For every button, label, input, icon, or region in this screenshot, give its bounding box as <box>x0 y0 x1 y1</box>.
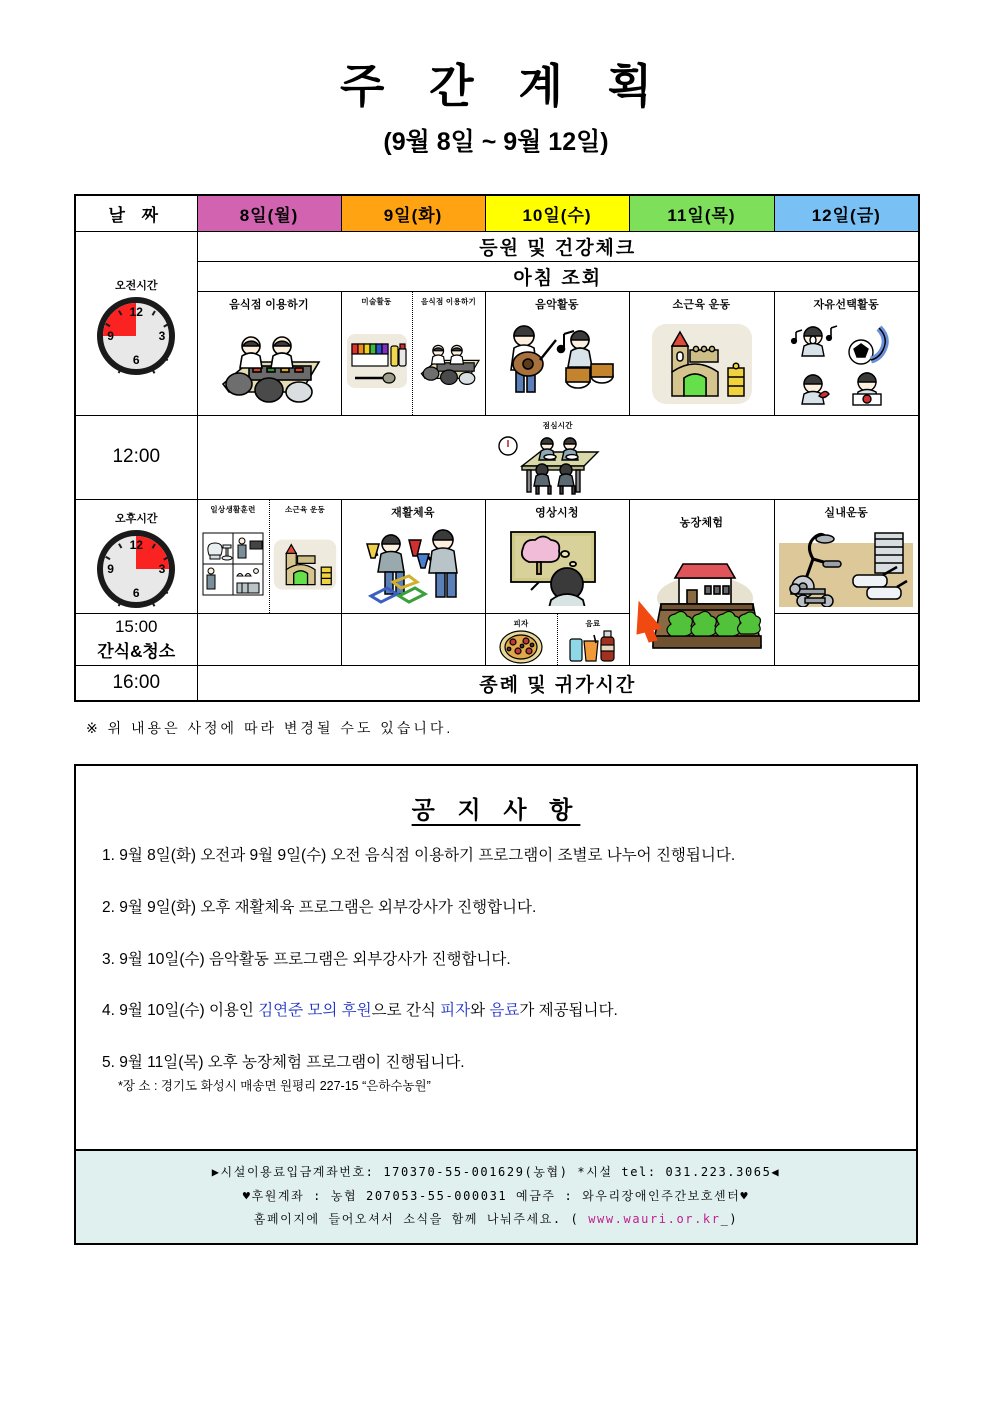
cell-fri-snack[interactable] <box>774 613 919 665</box>
notice-box <box>74 764 918 1245</box>
cell-mon-morning-label: 음식점 이용하기 <box>229 298 309 311</box>
cell-tue-morning-art-label: 미술활동 <box>361 296 392 306</box>
restaurant-icon <box>198 312 341 415</box>
notice-item-2: 2. 9월 9일(화) 오후 재활체육 프로그램은 외부강사가 진행합니다. <box>102 898 537 916</box>
cell-tue-snack[interactable] <box>341 613 485 665</box>
notice-body <box>76 831 916 1149</box>
header-day-fri: 12일(금) <box>774 195 919 231</box>
notice-title: 공 지 사 항 <box>411 797 581 825</box>
cell-fri-afternoon-label: 실내운동 <box>824 506 869 519</box>
cell-fri-morning-label: 자유선택활동 <box>813 298 880 311</box>
clock-afternoon-icon: 12 3 6 9 <box>97 530 175 608</box>
assembly-row <box>75 261 919 291</box>
notice-item-4-suffix: 가 제공됩니다. <box>519 1002 618 1020</box>
header-day-thu: 11일(목) <box>629 195 774 231</box>
lunch-row <box>75 415 919 499</box>
notice-item-5 <box>102 1052 890 1095</box>
closing-time-label: 16:00 <box>75 665 197 701</box>
cell-wed-snack[interactable] <box>485 613 629 665</box>
rehab-exercise-icon <box>342 520 485 613</box>
cell-wed-snack-pizza[interactable] <box>486 614 558 665</box>
restaurant-small-icon <box>413 307 485 415</box>
notice-item-4-drink: 음료 <box>489 1002 520 1020</box>
footer-website-suffix: _) <box>720 1212 739 1227</box>
snack-row <box>75 613 919 665</box>
cell-thu-afternoon-label: 농장체험 <box>679 516 724 529</box>
cell-mon-afternoon-fine-motor[interactable] <box>270 500 341 613</box>
cell-fri-afternoon[interactable] <box>774 499 919 613</box>
art-supplies-icon <box>342 307 412 415</box>
footer-website-line <box>76 1208 916 1231</box>
page-header <box>0 0 992 158</box>
disclaimer-text: ※ 위 내용은 사정에 따라 변경될 수도 있습니다. <box>86 720 454 737</box>
indoor-exercise-icon <box>775 520 919 613</box>
notice-item-4-prefix: 4. 9월 10일(수) 이용인 <box>102 1002 259 1020</box>
table-header-row <box>75 195 919 231</box>
cell-wed-afternoon-label: 영상시청 <box>535 506 579 519</box>
cell-tue-morning-restaurant-label: 음식점 이용하기 <box>420 296 477 306</box>
notice-item-4-sponsor: 김연준 모의 후원 <box>258 1002 372 1020</box>
footer-bank-line: ▶시설이용료입금계좌번호: 170370-55-001629(농협) *시설 tel: 031.223.3065◀ <box>211 1165 781 1180</box>
morning-activity-row <box>75 291 919 415</box>
lunch-caption: 점심시간 <box>542 420 573 430</box>
lunch-table-icon <box>198 431 919 499</box>
notice-item-3: 3. 9월 10일(수) 음악활동 프로그램은 외부강사가 진행합니다. <box>102 950 511 968</box>
cell-thu-afternoon-farm[interactable] <box>629 499 774 665</box>
building-blocks-icon <box>630 312 774 415</box>
cell-wed-snack-drink-label: 음료 <box>585 618 601 628</box>
cell-tue-morning-art[interactable] <box>342 292 413 415</box>
cell-thu-morning[interactable] <box>629 291 774 415</box>
afternoon-activity-row <box>75 499 919 613</box>
building-blocks-small-icon <box>270 515 341 613</box>
cell-tue-morning[interactable] <box>341 291 485 415</box>
cell-mon-morning[interactable] <box>197 291 341 415</box>
notice-footer <box>76 1149 916 1243</box>
weekly-schedule-table <box>74 194 920 702</box>
cell-tue-afternoon-label: 재활체육 <box>391 506 435 519</box>
pizza-icon <box>486 629 557 665</box>
header-day-mon: 8일(월) <box>197 195 341 231</box>
cell-wed-snack-drink[interactable] <box>558 614 629 665</box>
music-activity-icon <box>486 312 629 415</box>
cell-mon-afternoon-daily[interactable] <box>198 500 270 613</box>
page-subtitle: (9월 8일 ~ 9월 12일) <box>383 128 609 157</box>
cell-thu-morning-label: 소근육 운동 <box>672 298 731 311</box>
snack-time-label-2: 간식&청소 <box>97 641 176 661</box>
cell-tue-morning-restaurant[interactable] <box>413 292 485 415</box>
cell-lunch[interactable] <box>197 415 919 499</box>
header-day-tue: 9일(화) <box>341 195 485 231</box>
header-date: 날 짜 <box>75 195 197 231</box>
cell-tue-afternoon[interactable] <box>341 499 485 613</box>
clock-morning-icon: 12 3 6 9 <box>97 297 175 375</box>
header-day-wed: 10일(수) <box>485 195 629 231</box>
cell-fri-morning[interactable] <box>774 291 919 415</box>
notice-item-4-pizza: 피자 <box>440 1002 471 1020</box>
notice-item-4 <box>102 1000 890 1022</box>
band-assembly: 아침 조회 <box>197 261 919 291</box>
afternoon-time-label: 오후시간 <box>114 513 158 526</box>
lunch-time-label: 12:00 <box>75 415 197 499</box>
morning-time-label: 오전시간 <box>114 280 158 293</box>
footer-donation-line: ♥후원계좌 : 농협 207053-55-000031 예금주 : 와우리장애인주간보호센터♥ <box>242 1188 750 1203</box>
notice-item-4-mid2: 와 <box>470 1002 490 1020</box>
closing-row <box>75 665 919 701</box>
page-title: 주 간 계 획 <box>339 60 669 112</box>
arrival-row <box>75 231 919 261</box>
drinks-icon <box>558 629 629 665</box>
snack-time-label-1: 15:00 <box>114 616 158 636</box>
cell-mon-afternoon-fine-motor-label: 소근육 운동 <box>284 504 326 514</box>
notice-item-5-location: *장 소 : 경기도 화성시 매송면 원평리 227-15 “은하수농원” <box>118 1078 431 1093</box>
video-watching-icon <box>486 520 629 613</box>
notice-item-4-mid: 으로 간식 <box>371 1002 441 1020</box>
schedule-table-wrapper <box>74 194 918 702</box>
band-arrival: 등원 및 건강체크 <box>197 231 919 261</box>
afternoon-time-cell <box>75 499 197 613</box>
daily-living-icon <box>198 515 269 613</box>
cell-wed-morning-label: 음악활동 <box>535 298 579 311</box>
farm-experience-icon <box>630 530 774 665</box>
cell-wed-snack-pizza-label: 피자 <box>513 618 529 628</box>
cell-wed-afternoon[interactable] <box>485 499 629 613</box>
footer-website-prefix: 홈페이지에 들어오셔서 소식을 함께 나눠주세요. ( <box>253 1212 589 1227</box>
website-url-link[interactable]: www.wauri.or.kr <box>588 1212 721 1227</box>
cell-wed-morning[interactable] <box>485 291 629 415</box>
band-closing: 종례 및 귀가시간 <box>197 665 919 701</box>
morning-time-cell <box>75 231 197 415</box>
cell-mon-afternoon-daily-label: 일상생활훈련 <box>210 504 256 514</box>
notice-item-1: 1. 9월 8일(화) 오전과 9월 9일(수) 오전 음식점 이용하기 프로그램이 조별로 나누어 진행됩니다. <box>102 847 736 865</box>
cell-mon-snack[interactable] <box>197 613 341 665</box>
notice-item-5-text: 5. 9월 11일(목) 오후 농장체험 프로그램이 진행됩니다. <box>102 1054 465 1072</box>
snack-time-cell <box>75 613 197 665</box>
free-choice-activities-icon <box>775 312 919 415</box>
cell-mon-afternoon[interactable] <box>197 499 341 613</box>
